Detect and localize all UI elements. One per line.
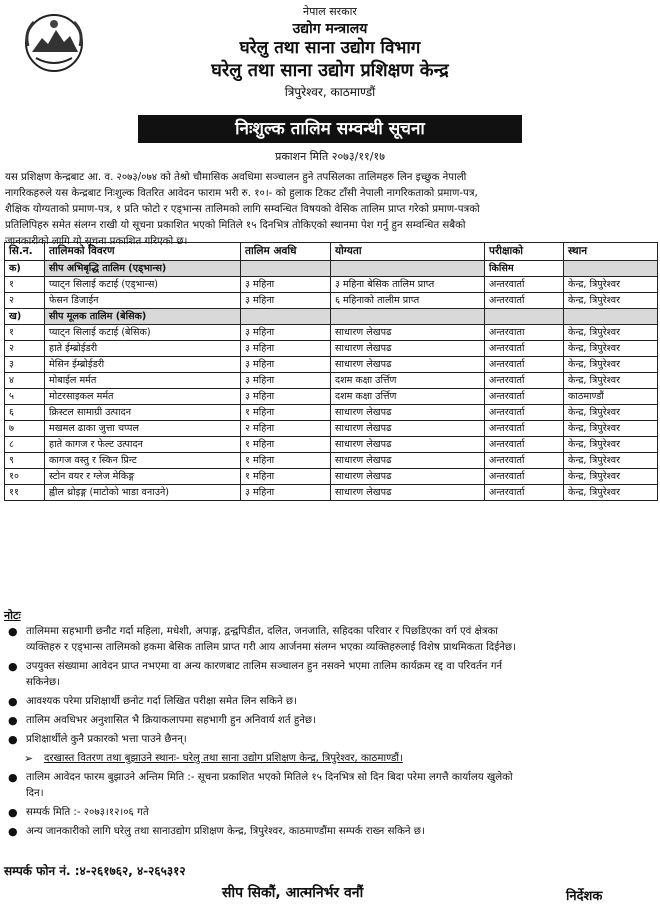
header-place: स्थान [564, 243, 658, 261]
row-training: मोटरसाइकल मर्मत [45, 389, 241, 405]
header-training: तालिमको विवरण [45, 243, 241, 261]
bullet-icon: ● [8, 695, 18, 708]
center-name: घरेलु तथा साना उद्योग प्रशिक्षण केन्द्र [211, 60, 449, 82]
row-training: क्रिस्टल सामाग्री उत्पादन [45, 405, 241, 421]
header-serial: सि.न. [5, 243, 45, 261]
row-exam: अन्तरवार्ता [485, 373, 564, 389]
row-place: केन्द्र, त्रिपुरेश्वर [564, 453, 658, 469]
section-row-basic [5, 309, 658, 325]
row-serial: ७ [5, 421, 45, 437]
header-exam: परीक्षाको [485, 243, 564, 261]
row-place: केन्द्र, त्रिपुरेश्वर [564, 357, 658, 373]
row-exam: अन्तरवार्ता [485, 453, 564, 469]
row-qualification: साधारण लेखपढ [331, 437, 485, 453]
row-serial: ८ [5, 437, 45, 453]
intro-paragraph [5, 170, 657, 250]
row-duration: ३ महिना [241, 325, 331, 341]
row-qualification: साधारण लेखपढ [331, 421, 485, 437]
row-qualification: साधारण लेखपढ [331, 485, 485, 501]
table-row [5, 293, 658, 309]
row-qualification: साधारण लेखपढ [331, 341, 485, 357]
row-duration: १ महिना [241, 405, 331, 421]
row-qualification: साधारण लेखपढ [331, 453, 485, 469]
intro-line: यस प्रशिक्षण केन्द्रबाट आ. व. २०७३/०७४ को तेश्रो चौमासिक अवधिमा सञ्चालन हुने तपसिलका तालिमहरु लिन इच्छुक नेपाली [5, 172, 467, 183]
row-qualification: ३ महिना बेसिक तालिम प्राप्त [331, 277, 485, 293]
signature-title: निर्देशक [566, 889, 603, 904]
row-duration: ३ महिना [241, 373, 331, 389]
row-duration: २ महिना [241, 421, 331, 437]
row-qualification: दशम कक्षा उर्त्तिण [331, 389, 485, 405]
row-place: केन्द्र, त्रिपुरेश्वर [564, 341, 658, 357]
row-place: केन्द्र, त्रिपुरेश्वर [564, 437, 658, 453]
intro-line: जानकारीको लागि यो सूचना प्रकाशित गरिएको छ। [5, 236, 188, 247]
note-item: ● आवश्यक परेमा प्रशिक्षार्थी छनोट गर्दा लिखित परीक्षा समेत लिन सकिने छ। [8, 695, 297, 708]
row-serial: ३ [5, 357, 45, 373]
row-serial: १० [5, 469, 45, 485]
contact-phone: सम्पर्क फोन नं. :४-२६१७६२, ४-२६५३१२ [4, 864, 186, 878]
row-training: प्याट्न सिलाई कटाई (एड्भान्स) [45, 277, 241, 293]
row-duration: ३ महिना [241, 293, 331, 309]
row-duration: १ महिना [241, 453, 331, 469]
department-name: घरेलु तथा साना उद्योग विभाग [239, 37, 421, 58]
note-item: ● तालिम अवधिभर अनुशासित भै क्रियाकलापमा सहभागी हुन अनिवार्य शर्त हुनेछ। [8, 714, 316, 727]
note-item: ● तालिम आवेदन फारम बुझाउने अन्तिम मिति :- सूचना प्रकाशित भएको मितिले १५ दिनभित्र सो दिन बिदा परेमा लगत्तै कार्यालय खुलेको दिन। [8, 771, 513, 799]
row-place: केन्द्र, त्रिपुरेश्वर [564, 277, 658, 293]
nepal-emblem-icon [22, 12, 86, 74]
section-serial: क) [5, 261, 45, 277]
row-serial: २ [5, 293, 45, 309]
header [0, 6, 660, 114]
row-qualification: साधारण लेखपढ [331, 325, 485, 341]
bullet-icon: ● [8, 771, 18, 784]
bullet-icon: ● [8, 806, 18, 819]
note-item: ● प्रशिक्षार्थीले कुनै प्रकारको भत्ता पाउने छैनन्। [8, 733, 187, 746]
bullet-icon: ● [8, 660, 18, 673]
row-training: ह्वील थ्रोइङ्ग (माटोको भाडा वनाउने) [45, 485, 241, 501]
row-place: केन्द्र, त्रिपुरेश्वर [564, 405, 658, 421]
row-training: हाते ईम्ब्रोईडरी [45, 341, 241, 357]
section-title: सीप मूलक तालिम (बेसिक) [45, 309, 241, 325]
center-location: त्रिपुरेश्वर, काठमाण्डौं [284, 84, 376, 99]
row-duration: ३ महिना [241, 341, 331, 357]
row-serial: ९ [5, 453, 45, 469]
slogan: सीप सिकौं, आत्मनिर्भर वनौं [222, 885, 364, 901]
table-row [5, 421, 658, 437]
row-place: काठमाण्डौं [564, 389, 658, 405]
table-header-row [5, 243, 658, 261]
table-row [5, 325, 658, 341]
row-training: हाते कागज र फेल्ट उत्पादन [45, 437, 241, 453]
row-exam: अन्तरवाता [485, 325, 564, 341]
row-serial: १ [5, 277, 45, 293]
ministry-name: उद्योग मन्त्रालय [292, 20, 368, 37]
row-qualification: साधारण लेखपढ [331, 405, 485, 421]
row-training: मेसिन ईम्ब्रोईडरी [45, 357, 241, 373]
row-serial: ११ [5, 485, 45, 501]
table-row [5, 453, 658, 469]
note-item: ● तालिममा सहभागी छनौट गर्दा महिला, मधेशी, अपाङ्ग, द्वन्द्वपिडीत, दलित, जनजाति, सहिदका परिवार र पिछडिएका वर्ग एवं क्षेत्रका व्यक्तिहरु र एड्भान्स तालिमको हकमा बेसिक तालिम प्राप्त गरी आय आर्जनमा संलग्न भएका व्यक्तिहरुलाई विशेष प्राथमिकता दिईनेछ। [8, 625, 516, 653]
row-training: फेसन डिजाईन [45, 293, 241, 309]
row-exam: अन्तरवार्ता [485, 485, 564, 501]
row-qualification: दशम कक्षा उर्त्तिण [331, 373, 485, 389]
table-row [5, 485, 658, 501]
training-table [4, 242, 657, 602]
table-row [5, 389, 658, 405]
row-serial: २ [5, 341, 45, 357]
header-duration: तालिम अवधि [241, 243, 331, 261]
notice-title: निःशुल्क तालिम सम्वन्धी सूचना [138, 115, 522, 143]
row-training: प्याट्न सिलाई कटाई (बेसिक) [45, 325, 241, 341]
row-duration: १ महिना [241, 469, 331, 485]
notes-section [4, 608, 656, 843]
row-exam: अन्तरवार्ता [485, 293, 564, 309]
table-row [5, 357, 658, 373]
bullet-icon: ● [8, 625, 18, 638]
row-exam: अन्तरवार्ता [485, 357, 564, 373]
note-item: ● सम्पर्क मिति :- २०७३।१२।०६ गते [8, 806, 149, 819]
section-title: सीप अभिबृद्धि तालिम (एड्भान्स) [45, 261, 241, 277]
row-duration: ३ महिना [241, 357, 331, 373]
bullet-icon: ● [8, 733, 18, 746]
row-training: मोबाईल मर्मत [45, 373, 241, 389]
note-subitem: ➢ दरखास्त वितरण तथा बुझाउने स्थानः- घरेलु तथा साना उद्योग प्रशिक्षण केन्द्र, त्रिपुरेश्वर, काठमाण्डौं। [24, 752, 403, 765]
row-place: केन्द्र, त्रिपुरेश्वर [564, 373, 658, 389]
row-training: मखमल ढाका जुत्ता चप्पल [45, 421, 241, 437]
row-exam: अन्तरवार्ता [485, 277, 564, 293]
row-duration: ३ महिना [241, 389, 331, 405]
note-item: ● उपयुक्त संख्यामा आवेदन प्राप्त नभएमा वा अन्य कारणबाट तालिम सञ्चालन हुन नसक्ने भएमा तालिम कार्यक्रम रद्द वा परिवर्तन गर्न सकिनेछ। [8, 660, 503, 688]
table-row [5, 469, 658, 485]
bullet-icon: ● [8, 714, 18, 727]
row-duration: ३ महिना [241, 485, 331, 501]
header-exam-sub: किसिम [485, 261, 564, 277]
row-place: केन्द्र, त्रिपुरेश्वर [564, 293, 658, 309]
table-row [5, 373, 658, 389]
row-duration: १ महिना [241, 437, 331, 453]
intro-line: नागरिकहरुले यस केन्द्रबाट निःशुल्क वितरित आवेदन फाराम भरी रु. १०।- को हुलाक टिकट टाँसी नेपाली नागरिकताको प्रमाण-पत्र, [5, 188, 478, 199]
row-exam: अन्तरवार्ता [485, 469, 564, 485]
row-serial: ५ [5, 389, 45, 405]
table-row [5, 437, 658, 453]
intro-line: प्रतिलिपिहरु समेत संलग्न राखी यो सूचना प्रकाशित भएको मितिले १५ दिनभित्र तोकिएको स्थानमा पेश गर्नु हुन सम्वन्धित सबैको [5, 220, 466, 231]
arrow-icon: ➢ [24, 752, 34, 765]
row-place: केन्द्र, त्रिपुरेश्वर [564, 421, 658, 437]
section-serial: ख) [5, 309, 45, 325]
row-qualification: साधारण लेखपढ [331, 357, 485, 373]
table-row [5, 341, 658, 357]
row-training: कागज वस्तु र स्किन प्रिन्ट [45, 453, 241, 469]
bullet-icon: ● [8, 825, 18, 838]
header-qualification: योग्यता [331, 243, 485, 261]
government-name: नेपाल सरकार [303, 5, 357, 18]
row-exam: अन्तरवार्ता [485, 421, 564, 437]
row-place: केन्द्र, त्रिपुरेश्वर [564, 325, 658, 341]
row-exam: अन्तरवार्ता [485, 405, 564, 421]
notes-title: नोटः [4, 609, 21, 622]
row-training: स्टोन वयर र ग्लेज मेकिङ्ग [45, 469, 241, 485]
row-qualification: ६ महिनाको तालीम प्राप्त [331, 293, 485, 309]
row-exam: अन्तरवार्ता [485, 341, 564, 357]
row-place: केन्द्र, त्रिपुरेश्वर [564, 469, 658, 485]
note-item: ● अन्य जानकारीको लागि घरेलु तथा सानाउद्योग प्रशिक्षण केन्द्र, त्रिपुरेश्वर, काठमाण्डौंमा सम्पर्क राख्न सकिने छ। [8, 825, 425, 838]
intro-line: शैक्षिक योग्यताको प्रमाण-पत्र, १ प्रति फोटो र एड्भान्स तालिमको लागि सम्वन्धित विषयको वेसिक तालिम प्राप्त गरेको प्रमाण-पत्रको [5, 204, 480, 215]
section-row-advance [5, 261, 658, 277]
row-serial: ४ [5, 373, 45, 389]
row-serial: ६ [5, 405, 45, 421]
table-row [5, 277, 658, 293]
row-duration: ३ महिना [241, 277, 331, 293]
row-qualification: साधारण लेखपढ [331, 469, 485, 485]
publication-date: प्रकाशन मिति २०७३/११/१७ [275, 150, 385, 163]
row-exam: अन्तरवार्ता [485, 437, 564, 453]
row-exam: अन्तरवार्ता [485, 389, 564, 405]
row-place: केन्द्र, त्रिपुरेश्वर [564, 485, 658, 501]
row-serial: १ [5, 325, 45, 341]
table-row [5, 405, 658, 421]
